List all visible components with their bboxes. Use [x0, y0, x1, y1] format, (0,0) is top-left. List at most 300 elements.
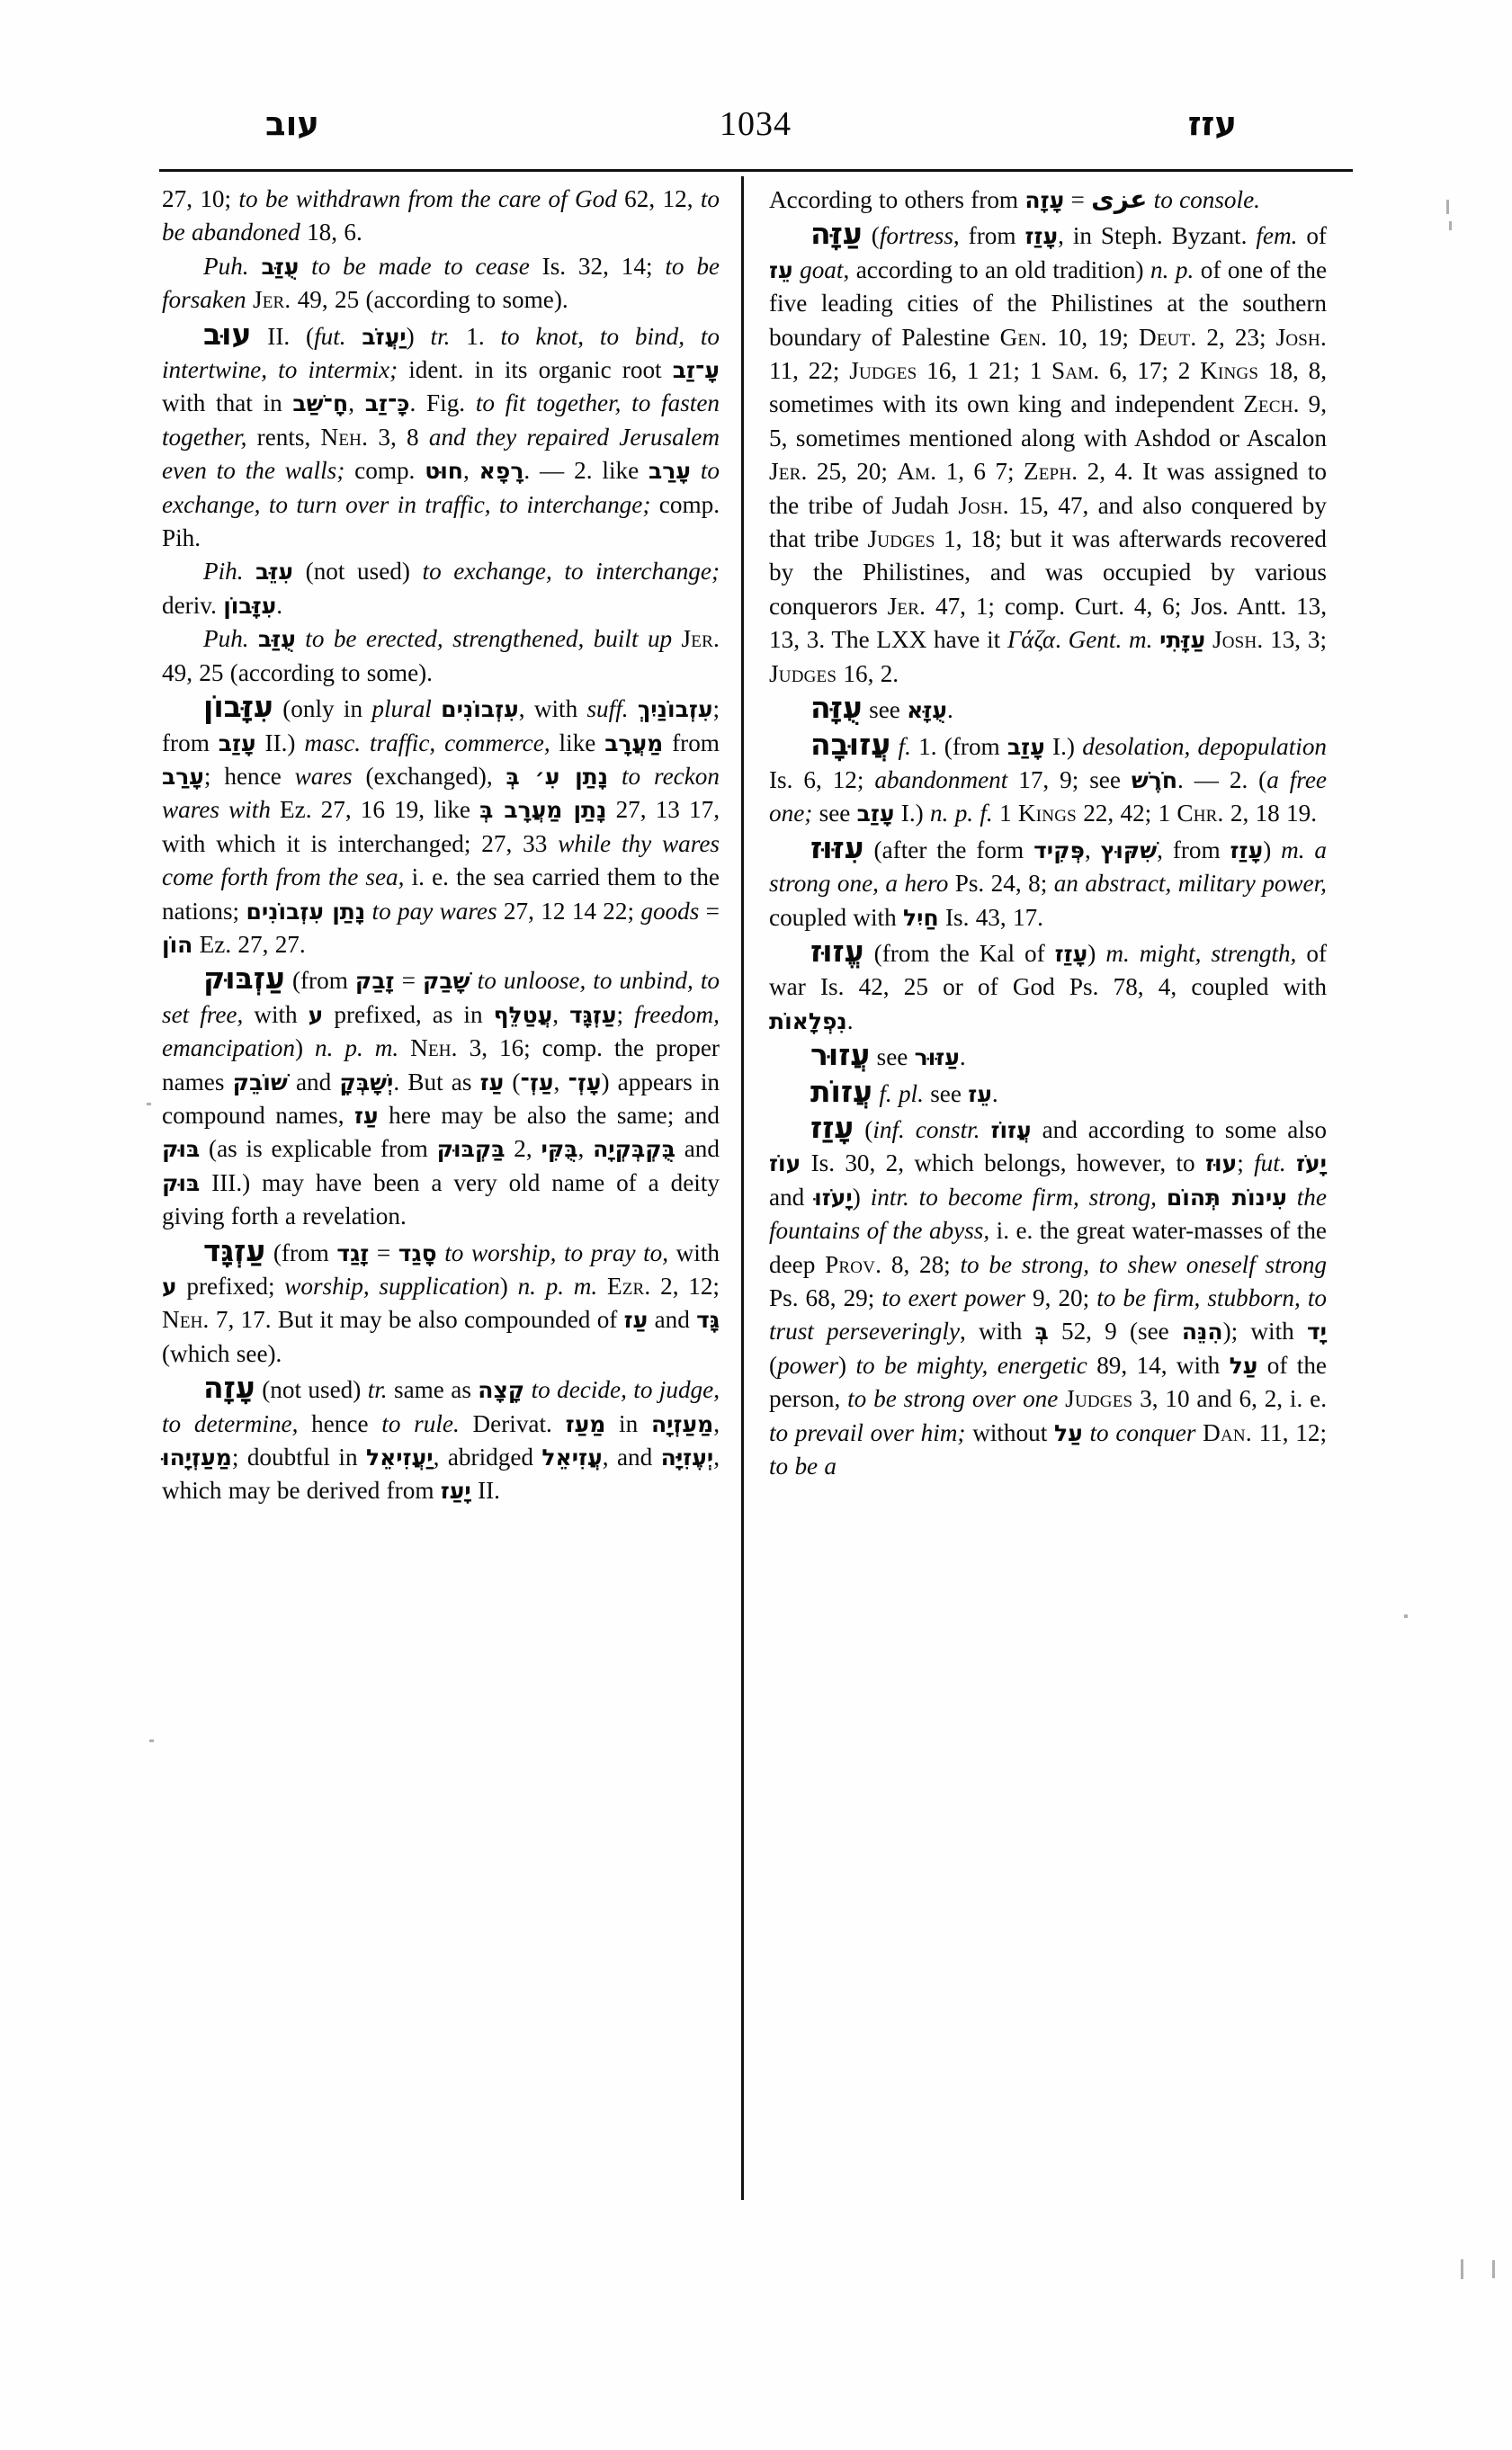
body-text: 1. (from: [918, 732, 1007, 760]
hebrew-word: עָזַב: [1007, 733, 1045, 760]
body-text: ; doubtful in: [231, 1444, 366, 1471]
hebrew-word: בּוּק: [162, 1169, 201, 1196]
gloss-text: power: [777, 1351, 839, 1379]
hebrew-word: עָזְ־: [568, 1069, 602, 1095]
hebrew-word: נָתַן מַעֲרָב בְּ: [479, 797, 607, 824]
body-text: (from: [284, 967, 355, 995]
hebrew-word: עֲטַלֵּף: [493, 1001, 553, 1028]
hebrew-word: יְעֶזִיָּה: [660, 1444, 714, 1471]
dictionary-entry: [162, 317, 720, 556]
body-text: [890, 733, 898, 760]
body-text: 3, 16; comp. the proper names: [162, 1034, 720, 1095]
hebrew-word: עָזַב: [218, 729, 256, 756]
arabic-word: عزى: [1091, 184, 1148, 214]
hebrew-word: מַעַזְיָהוּ: [162, 1444, 232, 1471]
body-text: 2,: [505, 1135, 541, 1163]
body-text: 62, 12,: [624, 185, 701, 212]
hebrew-word: רָפָא: [479, 458, 524, 485]
scripture-reference: Zech.: [1243, 390, 1300, 418]
body-text: 16, 2.: [837, 659, 899, 687]
hebrew-word: חוּט: [425, 458, 463, 485]
body-text: =: [369, 1238, 398, 1266]
gloss-text: to be abandoned: [162, 185, 720, 246]
hebrew-word: יַעֲזִיאֵל: [365, 1444, 434, 1471]
gloss-text: wares: [294, 762, 366, 790]
body-text: I.): [894, 800, 930, 827]
body-text: Is. 32, 14;: [541, 252, 666, 280]
hebrew-headword: עָזַז: [810, 1109, 854, 1145]
hebrew-word: מַעֲרָב: [604, 729, 664, 756]
body-text: 25, 20;: [807, 458, 898, 486]
scan-speck: [1492, 2260, 1495, 2278]
hebrew-word: הִנֵּה: [1181, 1319, 1223, 1346]
dictionary-entry: [769, 1111, 1327, 1483]
scripture-reference: Josh.: [1275, 323, 1327, 351]
body-text: Is. 30, 2, which belongs, however, to: [801, 1149, 1205, 1177]
body-text: ) appears in compound names,: [162, 1068, 720, 1129]
body-text: ;: [1237, 1149, 1255, 1177]
body-text: same as: [394, 1376, 479, 1404]
gloss-text: to be firm, stubborn, to trust perseveringly: [769, 1284, 1327, 1346]
gloss-text: to be erected, strengthened, built up: [295, 625, 682, 653]
dictionary-entry: [769, 831, 1327, 934]
gloss-text: to worship, to pray to,: [436, 1238, 676, 1266]
gloss-text: to reckon wares with: [162, 762, 720, 824]
body-text: , abridged: [433, 1444, 542, 1471]
body-text: II. (: [251, 322, 315, 350]
body-text: 49, 25 (according to some).: [291, 286, 568, 314]
hebrew-word: עַל: [1229, 1352, 1258, 1379]
dictionary-entry: [162, 183, 720, 250]
body-text: ;: [616, 1000, 635, 1028]
body-text: 1, 18; but it was afterwards recovered by the Philistines, and was occupied by various conquerors: [769, 525, 1327, 620]
body-text: 47, 1; comp. Curt. 4, 6; Jos. Antt. 13, 13, 3. The LXX have it: [769, 592, 1327, 654]
hebrew-word: קָצָה: [478, 1377, 525, 1404]
dictionary-entry: [769, 934, 1327, 1038]
body-text: (exchanged),: [365, 762, 506, 790]
greek-word: Γάζα: [1007, 626, 1056, 654]
body-text: see: [819, 800, 857, 827]
scripture-reference: Neh.: [320, 423, 369, 451]
body-text: with: [254, 1000, 309, 1028]
dictionary-entry: [162, 1371, 720, 1508]
body-text: (: [862, 222, 880, 250]
hebrew-headword: עַזָּה: [810, 216, 863, 252]
body-text: in: [605, 1409, 651, 1437]
scripture-reference: Jer.: [887, 592, 926, 620]
gloss-text: to conquer: [1089, 1418, 1203, 1446]
hebrew-word: חָ־שַׁב: [292, 390, 349, 417]
body-text: 9, 20;: [1033, 1284, 1097, 1311]
hebrew-word: בּוּק: [162, 1136, 201, 1163]
body-text: 2, 23;: [1196, 323, 1276, 351]
body-text: , and: [602, 1444, 661, 1471]
scripture-reference: Judges: [1065, 1385, 1133, 1413]
gloss-text: masc. traffic, commerce,: [304, 729, 559, 756]
hebrew-word: יָעֹז: [1295, 1150, 1327, 1177]
scan-speck: [1461, 2259, 1463, 2279]
body-text: 18, 6.: [307, 219, 362, 246]
body-text: ,: [713, 1409, 720, 1437]
scan-speck: [1449, 221, 1452, 230]
gloss-text: plural: [371, 695, 442, 723]
body-text: ): [499, 1273, 518, 1300]
body-text: and: [287, 1068, 340, 1095]
body-text: =: [1064, 186, 1092, 213]
body-text: , which may be derived from: [162, 1444, 720, 1505]
gloss-text: n. p.: [1150, 255, 1201, 283]
body-text: ,: [462, 457, 479, 485]
gloss-text: an abstract, military power,: [1053, 870, 1327, 898]
body-text: . Fig.: [409, 389, 476, 417]
body-text: , in Steph. Byzant.: [1058, 222, 1257, 250]
hebrew-word: נָתַן עִזְבוֹנִים: [246, 898, 366, 925]
gloss-text: to be mighty, energetic: [855, 1351, 1097, 1379]
body-text: and according to some also: [1031, 1115, 1328, 1143]
body-text: I.): [1044, 732, 1083, 760]
hebrew-word: בְּ: [1034, 1319, 1049, 1346]
body-text: [1205, 626, 1212, 653]
body-text: ): [1087, 939, 1106, 967]
hebrew-headword: עֱזוּז: [810, 933, 864, 969]
hebrew-word: חֹרֶשׁ: [1131, 766, 1178, 793]
scripture-reference: Ezr.: [606, 1273, 651, 1300]
hebrew-word: עֵז: [968, 1080, 992, 1107]
gloss-text: abandonment: [874, 765, 1019, 793]
body-text: II.): [255, 729, 305, 756]
dictionary-entry: [769, 1038, 1327, 1074]
hebrew-word: יְשָׁבְּקָ: [339, 1069, 394, 1095]
body-text: According to others from: [769, 186, 1025, 213]
hebrew-word: שׁוֹבֵק: [232, 1069, 288, 1095]
gloss-text: and they repaired Jerusalem even to the walls;: [162, 423, 720, 485]
body-text: ,: [348, 389, 365, 417]
gloss-text: to exchange, to interchange;: [422, 558, 720, 586]
gloss-text: Pih.: [203, 558, 256, 586]
body-text: ): [1263, 836, 1282, 863]
hebrew-word: עָזַז: [1230, 836, 1264, 863]
body-text: ident. in its organic root: [408, 356, 673, 384]
body-text: 3, 8: [368, 423, 429, 451]
body-text: 2, 4. It was assigned to the tribe of Judah: [769, 458, 1327, 519]
body-text: from: [663, 729, 720, 756]
dictionary-entry: [162, 961, 720, 1233]
body-text: see: [870, 1043, 915, 1071]
body-text: 6, 17; 2: [1099, 357, 1201, 385]
hebrew-word: עוּז: [1204, 1150, 1238, 1177]
gloss-text: intr. to become firm, strong,: [870, 1183, 1167, 1211]
hebrew-word: עֲזִיאֵל: [541, 1444, 603, 1471]
body-text: , from: [1157, 836, 1230, 863]
gloss-text: to be a: [769, 1453, 837, 1480]
hebrew-word: עִזְבוֹנַיִךְ: [637, 696, 713, 723]
body-text: 11, 22;: [769, 357, 850, 385]
body-text: ,: [552, 1000, 570, 1028]
body-text: III.) may have been a very old name of a deity giving forth a revelation.: [162, 1168, 720, 1230]
body-text: ; from: [162, 695, 720, 756]
scripture-reference: Deut.: [1138, 323, 1197, 351]
gloss-text: to decide, to judge, to determine,: [162, 1376, 720, 1437]
scripture-reference: Prov.: [825, 1250, 882, 1278]
body-text: 16, 1 21; 1: [917, 357, 1052, 385]
body-text: 13, 3;: [1263, 626, 1328, 654]
gloss-text: to exert power: [881, 1284, 1033, 1311]
body-text: 3, 10 and 6, 2, i. e.: [1132, 1385, 1327, 1413]
body-text: hence: [311, 1409, 382, 1437]
hebrew-word: עָזַז: [1024, 223, 1059, 250]
gloss-text: to be withdrawn from the care of God: [238, 185, 625, 212]
gloss-text: to prevail over him;: [769, 1418, 973, 1446]
scripture-reference: Judges: [867, 525, 935, 553]
body-text: .: [1055, 626, 1069, 654]
scripture-reference: Jer.: [681, 625, 720, 653]
hebrew-headword: עוּב: [203, 316, 252, 352]
body-text: and: [648, 1306, 697, 1334]
body-text: of the person,: [769, 1351, 1327, 1413]
hebrew-word: שִׁקּוּץ: [1100, 836, 1158, 863]
gloss-text: to exchange, to turn over in traffic, to interchange;: [162, 457, 720, 518]
body-text: 2, 12;: [650, 1273, 720, 1300]
gloss-text: tr.: [367, 1376, 394, 1404]
body-text: . But as: [393, 1068, 480, 1095]
hebrew-word: הוֹן: [162, 931, 193, 958]
body-text: . — 2. (: [1177, 765, 1267, 793]
scripture-reference: Chr.: [1176, 800, 1224, 827]
body-text: ): [406, 322, 431, 350]
gloss-text: f.: [898, 732, 919, 760]
body-text: , from: [953, 222, 1025, 250]
body-text: 52, 9 (see: [1048, 1318, 1182, 1346]
hebrew-word: עָ־זַב: [672, 357, 720, 384]
body-text: deriv.: [162, 591, 224, 619]
body-text: 11, 12;: [1251, 1418, 1328, 1446]
scripture-reference: Judges: [769, 659, 837, 687]
hebrew-word: עַז: [623, 1307, 649, 1334]
gloss-text: a free one;: [769, 765, 1327, 827]
gloss-text: suff.: [586, 695, 638, 723]
body-text: =: [394, 967, 424, 995]
hebrew-headword: עֲזוּר: [810, 1037, 871, 1073]
body-text: 49, 25 (according to some).: [162, 658, 433, 686]
hebrew-word: יָעַז: [440, 1478, 471, 1505]
body-text: here may be also the same; and: [378, 1101, 720, 1129]
scan-speck: [147, 1103, 151, 1105]
body-text: Is. 6, 12;: [769, 765, 875, 793]
gloss-text: freedom, emancipation: [162, 1000, 720, 1062]
body-text: (as is explicable from: [200, 1135, 437, 1163]
gloss-text: goat: [792, 255, 844, 283]
body-text: (not used): [293, 558, 423, 586]
hebrew-word: עָזָה: [1024, 187, 1065, 213]
hebrew-headword: עִזָּבוֹן: [203, 689, 273, 725]
hebrew-word: כָּ־זַב: [364, 390, 410, 417]
body-text: 2, 18 19.: [1223, 800, 1317, 827]
hebrew-word: מַעַז: [565, 1410, 606, 1437]
gloss-text: n. p. f.: [930, 800, 1000, 827]
gloss-text: m. might, strength,: [1105, 939, 1307, 967]
body-text: =: [705, 897, 720, 925]
hebrew-word: עַזָּתִי: [1159, 627, 1206, 654]
hebrew-headword: עַזְגָּד: [203, 1232, 266, 1268]
body-text: 9, 5, sometimes mentioned along with Ashdod or Ascalon: [769, 390, 1327, 452]
body-text: ,: [553, 1068, 568, 1095]
body-text: Ps. 24, 8;: [954, 870, 1054, 898]
dictionary-entry: [162, 690, 720, 961]
body-text: Ps. 68, 29;: [769, 1284, 882, 1311]
body-text: 18, 8, sometimes with its own king and independent: [769, 357, 1328, 418]
body-text: of: [1306, 222, 1327, 250]
body-text: see: [930, 1079, 969, 1107]
hebrew-word: עִזֵּב: [255, 559, 294, 586]
body-text: ): [852, 1183, 871, 1211]
scripture-reference: Neh.: [410, 1034, 458, 1062]
running-head-left-hebrew: עוב: [265, 104, 319, 143]
body-text: of war Is. 42, 25 or of God Ps. 78, 4, coupled with: [769, 939, 1327, 1001]
hebrew-word: בַּקְבּוּק: [436, 1136, 505, 1163]
body-text: (: [769, 1351, 778, 1379]
body-text: 27, 13 17, with which it is interchanged; 27, 33: [162, 796, 720, 857]
body-text: ): [838, 1351, 856, 1379]
body-text: ): [295, 1034, 316, 1062]
dictionary-entry: [162, 555, 720, 622]
hebrew-word: עָרַב: [162, 763, 204, 790]
hebrew-word: עוֹז: [769, 1150, 801, 1177]
scan-speck: [149, 1739, 154, 1742]
hebrew-headword: עָזָה: [203, 1370, 255, 1406]
gloss-text: to knot, to bind, to intertwine, to intermix;: [162, 322, 720, 384]
dictionary-entry: [162, 622, 720, 690]
gloss-text: Gent. m.: [1068, 626, 1160, 654]
gloss-text: worship, supplication: [284, 1273, 500, 1300]
body-text: (which see).: [162, 1339, 282, 1367]
dictionary-entry: [769, 728, 1327, 831]
left-text-column: [162, 183, 720, 1508]
gloss-text: to rule.: [381, 1409, 473, 1437]
body-text: prefixed;: [176, 1273, 285, 1300]
column-divider-rule: [741, 176, 744, 2200]
body-text: of one of the five leading cities of the Philistines at the southern boundary of Palestine: [769, 255, 1328, 351]
hebrew-word: יַעֲזֹב: [362, 323, 407, 350]
gloss-text: Puh.: [203, 252, 262, 280]
body-text: II.: [470, 1477, 500, 1505]
hebrew-word: ע: [162, 1274, 177, 1300]
body-text: .: [946, 696, 953, 724]
gloss-text: n. p. m.: [517, 1273, 607, 1300]
gloss-text: to be strong, to shew oneself strong: [960, 1250, 1328, 1278]
gloss-text: fut.: [1254, 1149, 1296, 1177]
hebrew-word: סָגַד: [398, 1239, 437, 1266]
scripture-reference: Neh.: [162, 1306, 210, 1334]
scan-speck: [1404, 1614, 1408, 1618]
body-text: 17, 9; see: [1018, 765, 1132, 793]
right-text-column: [769, 183, 1327, 1483]
scripture-reference: Josh.: [958, 491, 1009, 519]
hebrew-word: גָּד: [696, 1307, 720, 1334]
hebrew-word: חַיִל: [903, 904, 939, 931]
hebrew-word: זָגַד: [336, 1239, 370, 1266]
gloss-text: tr.: [430, 322, 467, 350]
hebrew-headword: עִזּוּז: [810, 829, 864, 865]
gloss-text: to fit together, to fasten together,: [162, 389, 720, 451]
body-text: , with: [518, 695, 587, 723]
scripture-reference: Zeph.: [1023, 458, 1078, 486]
gloss-text: n. p. m.: [315, 1034, 411, 1062]
body-text: like: [559, 729, 605, 756]
gloss-text: goods: [640, 897, 706, 925]
gloss-text: f. pl.: [879, 1079, 931, 1107]
body-text: Ez. 27, 16 19, like: [280, 796, 480, 824]
body-text: , according to an old tradition): [843, 255, 1151, 283]
hebrew-word: זָבַק: [354, 968, 395, 995]
body-text: .: [959, 1043, 966, 1071]
body-text: and: [769, 1183, 815, 1211]
hebrew-word: עֻזָּא: [907, 697, 947, 724]
body-text: 7, 17. But it may be also compounded of: [209, 1306, 624, 1334]
scripture-reference: Jer.: [252, 286, 291, 314]
body-text: Is. 43, 17.: [938, 903, 1043, 931]
body-text: rents,: [256, 423, 321, 451]
gloss-text: the fountains of the abyss,: [769, 1183, 1327, 1245]
gloss-text: to console.: [1147, 186, 1260, 213]
body-text: (after the form: [863, 836, 1034, 863]
scripture-reference: Am.: [897, 458, 937, 486]
body-text: ); with: [1222, 1318, 1307, 1346]
scripture-reference: Gen.: [999, 323, 1048, 351]
body-text: coupled with: [769, 903, 903, 931]
hebrew-word: עָרַב: [649, 458, 691, 485]
scripture-reference: Dan.: [1203, 1418, 1252, 1446]
hebrew-word: שָׁבַק: [423, 968, 470, 995]
hebrew-word: מַעַזְיָה: [650, 1410, 714, 1437]
scripture-reference: Kings: [1017, 800, 1077, 827]
body-text: comp. Pih.: [162, 490, 720, 552]
hebrew-word: עִזָּבוֹן: [223, 592, 277, 619]
hebrew-word: יָד: [1306, 1319, 1327, 1346]
body-text: 1.: [466, 322, 501, 350]
header-rule: [159, 169, 1353, 172]
body-text: (from: [265, 1238, 337, 1266]
scripture-reference: Kings: [1200, 357, 1259, 385]
scan-speck: [1446, 200, 1449, 214]
scripture-reference: Sam.: [1051, 357, 1100, 385]
dictionary-entry: [769, 217, 1327, 691]
gloss-text: while thy wares come forth from the sea,: [162, 829, 720, 891]
body-text: Ez. 27, 27.: [192, 930, 306, 958]
body-text: .: [846, 1006, 854, 1034]
running-head: [157, 97, 1354, 167]
hebrew-word: עָזַז: [1054, 940, 1088, 967]
body-text: i. e. the sea carried them to the nations;: [162, 863, 720, 925]
hebrew-word: פְּקִיד: [1033, 836, 1085, 863]
scripture-reference: Judges: [849, 357, 917, 385]
body-text: with: [675, 1238, 720, 1266]
hebrew-word: עַזְ־: [520, 1069, 554, 1095]
body-text: ,: [1085, 836, 1101, 863]
body-text: with that in: [162, 389, 293, 417]
gloss-text: inf. constr.: [872, 1115, 991, 1143]
body-text: 8, 28;: [881, 1250, 961, 1278]
body-text: (: [504, 1068, 521, 1095]
hebrew-word: עַז: [354, 1102, 379, 1129]
body-text: 1: [999, 800, 1018, 827]
gloss-text: to unloose, to unbind, to set free,: [162, 967, 720, 1028]
body-text: Derivat.: [472, 1409, 566, 1437]
body-text: without: [972, 1418, 1054, 1446]
hebrew-word: עֵז: [769, 256, 793, 283]
body-text: 15, 47, and also conquered by that tribe: [769, 491, 1327, 553]
hebrew-word: ע: [308, 1001, 324, 1028]
body-text: (not used): [255, 1376, 368, 1404]
